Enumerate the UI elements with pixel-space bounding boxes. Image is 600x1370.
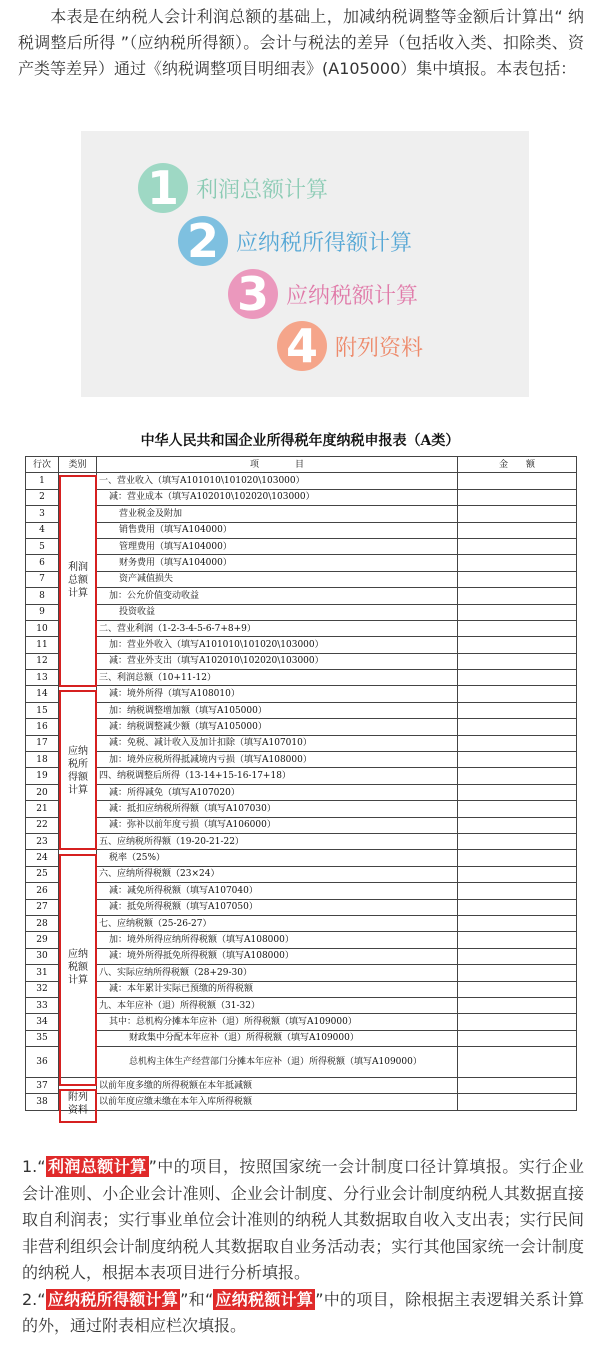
table-row — [26, 1014, 577, 1030]
steps-panel — [81, 131, 529, 397]
row-number: 31 — [26, 965, 59, 981]
table-row — [26, 899, 577, 915]
table-row — [26, 1078, 577, 1094]
note-2-mid: ”和“ — [180, 1289, 214, 1309]
row-number: 34 — [26, 1014, 59, 1030]
row-item: 减：本年累计实际已预缴的所得税额 — [97, 981, 458, 997]
step-number-3: 3 — [228, 269, 278, 319]
row-item: 加：营业外收入（填写A101010\101020\103000） — [97, 637, 458, 653]
row-amount[interactable] — [458, 719, 577, 735]
row-number: 1 — [26, 473, 59, 489]
notes-section — [22, 1154, 584, 1340]
table-row — [26, 686, 577, 702]
table-row — [26, 522, 577, 538]
row-number: 6 — [26, 555, 59, 571]
row-number: 11 — [26, 637, 59, 653]
note-2-highlight-1: 应纳税所得额计算 — [47, 1289, 179, 1309]
table-row — [26, 965, 577, 981]
row-amount[interactable] — [458, 948, 577, 964]
step-label-2: 应纳税所得额计算 — [236, 230, 413, 256]
row-number: 19 — [26, 768, 59, 784]
row-item: 财政集中分配本年应补（退）所得税额（填写A109000） — [97, 1030, 458, 1046]
note-2-text: ”中的项目，除根据主表逻辑关系计算的外，通过附表相应栏次填报。 — [22, 1289, 584, 1335]
row-amount[interactable] — [458, 653, 577, 669]
row-amount[interactable] — [458, 866, 577, 882]
row-amount[interactable] — [458, 915, 577, 931]
row-number: 27 — [26, 899, 59, 915]
row-amount[interactable] — [458, 850, 577, 866]
table-row — [26, 588, 577, 604]
note-2-highlight-2: 应纳税额计算 — [215, 1289, 314, 1309]
row-amount[interactable] — [458, 571, 577, 587]
table-row — [26, 948, 577, 964]
table-row — [26, 768, 577, 784]
step-4 — [277, 321, 423, 371]
row-item: 减：营业成本（填写A102010\102020\103000） — [97, 489, 458, 505]
row-amount[interactable] — [458, 604, 577, 620]
row-number: 35 — [26, 1030, 59, 1046]
row-item: 四、纳税调整后所得（13-14+15-16-17+18） — [97, 768, 458, 784]
row-item: 九、本年应补（退）所得税额（31-32） — [97, 997, 458, 1013]
row-amount[interactable] — [458, 489, 577, 505]
row-number: 18 — [26, 752, 59, 768]
table-title: 中华人民共和国企业所得税年度纳税申报表（A类） — [140, 433, 460, 449]
table-row — [26, 801, 577, 817]
row-amount[interactable] — [458, 833, 577, 849]
row-amount[interactable] — [458, 883, 577, 899]
table-row — [26, 620, 577, 636]
table-row — [26, 997, 577, 1013]
row-item: 二、营业利润（1-2-3-4-5-6-7+8+9） — [97, 620, 458, 636]
row-number: 37 — [26, 1078, 59, 1094]
row-amount[interactable] — [458, 670, 577, 686]
row-number: 13 — [26, 670, 59, 686]
category-label-supplementary: 附列 资料 — [68, 1092, 88, 1116]
row-amount[interactable] — [458, 1030, 577, 1046]
note-1-highlight: 利润总额计算 — [47, 1157, 147, 1176]
row-item: 减：抵免所得税额（填写A107050） — [97, 899, 458, 915]
header-item: 项 目 — [97, 457, 458, 473]
row-number: 14 — [26, 686, 59, 702]
table-row — [26, 1047, 577, 1078]
row-item: 一、营业收入（填写A101010\101020\103000） — [97, 473, 458, 489]
row-amount[interactable] — [458, 506, 577, 522]
category-label-profit: 利润 总额 计算 — [68, 562, 88, 599]
row-item: 投资收益 — [97, 604, 458, 620]
row-number: 21 — [26, 801, 59, 817]
row-amount[interactable] — [458, 588, 577, 604]
table-body — [26, 473, 577, 1110]
tax-return-table — [25, 456, 577, 1111]
step-number-4: 4 — [277, 321, 327, 371]
row-amount[interactable] — [458, 1047, 577, 1078]
intro-paragraph — [18, 4, 584, 82]
note-1-prefix: 1.“ — [22, 1157, 46, 1176]
row-item: 减：减免所得税额（填写A107040） — [97, 883, 458, 899]
row-amount[interactable] — [458, 637, 577, 653]
row-item: 减：免税、减计收入及加计扣除（填写A107010） — [97, 735, 458, 751]
row-number: 5 — [26, 538, 59, 554]
row-item: 资产减值损失 — [97, 571, 458, 587]
row-number: 3 — [26, 506, 59, 522]
row-number: 36 — [26, 1047, 59, 1078]
table-row — [26, 752, 577, 768]
table-row — [26, 817, 577, 833]
row-item: 管理费用（填写A104000） — [97, 538, 458, 554]
note-2 — [22, 1287, 584, 1340]
row-number: 29 — [26, 932, 59, 948]
table-row — [26, 653, 577, 669]
row-amount[interactable] — [458, 784, 577, 800]
row-amount[interactable] — [458, 965, 577, 981]
row-amount[interactable] — [458, 899, 577, 915]
row-item: 八、实际应纳所得税额（28+29-30） — [97, 965, 458, 981]
row-item: 加：境外应税所得抵减境内亏损（填写A108000） — [97, 752, 458, 768]
row-number: 26 — [26, 883, 59, 899]
row-number: 12 — [26, 653, 59, 669]
row-number: 7 — [26, 571, 59, 587]
table-row — [26, 735, 577, 751]
table-row — [26, 719, 577, 735]
row-number: 32 — [26, 981, 59, 997]
table-row — [26, 702, 577, 718]
row-amount[interactable] — [458, 1014, 577, 1030]
row-amount[interactable] — [458, 555, 577, 571]
row-item: 减：弥补以前年度亏损（填写A106000） — [97, 817, 458, 833]
table-row — [26, 604, 577, 620]
row-number: 38 — [26, 1094, 59, 1110]
row-item: 加：纳税调整增加额（填写A105000） — [97, 702, 458, 718]
row-amount[interactable] — [458, 538, 577, 554]
table-row — [26, 850, 577, 866]
row-item: 以前年度应缴未缴在本年入库所得税额 — [97, 1094, 458, 1110]
row-item: 三、利润总额（10+11-12） — [97, 670, 458, 686]
row-amount[interactable] — [458, 620, 577, 636]
row-number: 15 — [26, 702, 59, 718]
step-label-3: 应纳税额计算 — [286, 283, 419, 309]
row-amount[interactable] — [458, 752, 577, 768]
table-row — [26, 555, 577, 571]
row-item: 总机构主体生产经营部门分摊本年应补（退）所得税额（填写A109000） — [97, 1047, 458, 1078]
row-amount[interactable] — [458, 735, 577, 751]
category-label-tax-payable: 应纳 税额 计算 — [68, 949, 88, 986]
row-amount[interactable] — [458, 702, 577, 718]
row-number: 28 — [26, 915, 59, 931]
row-item: 以前年度多缴的所得税额在本年抵减额 — [97, 1078, 458, 1094]
row-number: 20 — [26, 784, 59, 800]
step-label-4: 附列资料 — [335, 335, 424, 361]
table-header-row — [26, 457, 577, 473]
row-item: 加：境外所得应纳所得税额（填写A108000） — [97, 932, 458, 948]
row-number: 10 — [26, 620, 59, 636]
category-label-taxable-income: 应纳 税所 得额 计算 — [68, 746, 88, 796]
table-row — [26, 915, 577, 931]
row-amount[interactable] — [458, 1078, 577, 1094]
intro-text: 本表是在纳税人会计利润总额的基础上，加减纳税调整等金额后计算出“ 纳税调整后所得 ”（应纳税所得额）。会计与税法的差异（包括收入类、扣除类、资产类等差异）通过《纳税调整项目明细表》(A105000）集中填报。本表包括： — [18, 7, 584, 78]
row-item: 营业税金及附加 — [97, 506, 458, 522]
row-number: 33 — [26, 997, 59, 1013]
table-row — [26, 571, 577, 587]
row-amount[interactable] — [458, 932, 577, 948]
step-number-2: 2 — [178, 216, 228, 266]
row-number: 8 — [26, 588, 59, 604]
row-amount[interactable] — [458, 1094, 577, 1110]
step-number-1: 1 — [138, 163, 188, 213]
row-number: 30 — [26, 948, 59, 964]
row-number: 9 — [26, 604, 59, 620]
table-row — [26, 1030, 577, 1046]
row-item: 五、应纳税所得额（19-20-21-22） — [97, 833, 458, 849]
row-item: 财务费用（填写A104000） — [97, 555, 458, 571]
row-number: 2 — [26, 489, 59, 505]
table-row — [26, 538, 577, 554]
row-number: 16 — [26, 719, 59, 735]
step-label-1: 利润总额计算 — [196, 177, 329, 203]
row-item: 减：境外所得抵免所得税额（填写A108000） — [97, 948, 458, 964]
table-row — [26, 1094, 577, 1110]
row-item: 减：抵扣应纳税所得额（填写A107030） — [97, 801, 458, 817]
row-amount[interactable] — [458, 473, 577, 489]
header-amount: 金 额 — [458, 457, 577, 473]
row-item: 加：公允价值变动收益 — [97, 588, 458, 604]
note-2-prefix: 2.“ — [22, 1289, 46, 1309]
step-1 — [138, 163, 328, 213]
row-amount[interactable] — [458, 686, 577, 702]
row-amount[interactable] — [458, 981, 577, 997]
note-1-text: ”中的项目，按照国家统一会计制度口径计算填报。实行企业会计准则、小企业会计准则、企业会计制度、分行业会计制度纳税人其数据直接取自利润表；实行事业单位会计准则的纳税人其数据取自收入支出表；实行民间非营利组织会计制度纳税人其数据取自业务活动表；实行其他国家统一会计制度的纳税人，根据本表项目进行分析填报。 — [22, 1157, 584, 1282]
table-row — [26, 489, 577, 505]
row-number: 25 — [26, 866, 59, 882]
step-3 — [228, 269, 418, 319]
row-item: 减：营业外支出（填写A102010\102020\103000） — [97, 653, 458, 669]
table-row — [26, 670, 577, 686]
row-item: 税率（25%） — [97, 850, 458, 866]
table-row — [26, 866, 577, 882]
header-category: 类别 — [59, 457, 97, 473]
table-row — [26, 473, 577, 489]
header-row-no: 行次 — [26, 457, 59, 473]
row-number: 23 — [26, 833, 59, 849]
row-number: 24 — [26, 850, 59, 866]
row-number: 17 — [26, 735, 59, 751]
row-item: 减：境外所得（填写A108010） — [97, 686, 458, 702]
row-number: 22 — [26, 817, 59, 833]
row-item: 减：所得减免（填写A107020） — [97, 784, 458, 800]
table-row — [26, 637, 577, 653]
row-item: 减：纳税调整减少额（填写A105000） — [97, 719, 458, 735]
row-amount[interactable] — [458, 801, 577, 817]
note-1 — [22, 1154, 584, 1287]
row-amount[interactable] — [458, 817, 577, 833]
table-row — [26, 981, 577, 997]
row-amount[interactable] — [458, 768, 577, 784]
table-row — [26, 932, 577, 948]
row-amount[interactable] — [458, 997, 577, 1013]
row-amount[interactable] — [458, 522, 577, 538]
row-item: 七、应纳税额（25-26-27） — [97, 915, 458, 931]
row-item: 销售费用（填写A104000） — [97, 522, 458, 538]
step-2 — [178, 216, 412, 266]
table-row — [26, 506, 577, 522]
table-row — [26, 784, 577, 800]
table-row — [26, 833, 577, 849]
row-number: 4 — [26, 522, 59, 538]
table-row — [26, 883, 577, 899]
row-item: 六、应纳所得税额（23×24） — [97, 866, 458, 882]
row-item: 其中：总机构分摊本年应补（退）所得税额（填写A109000） — [97, 1014, 458, 1030]
